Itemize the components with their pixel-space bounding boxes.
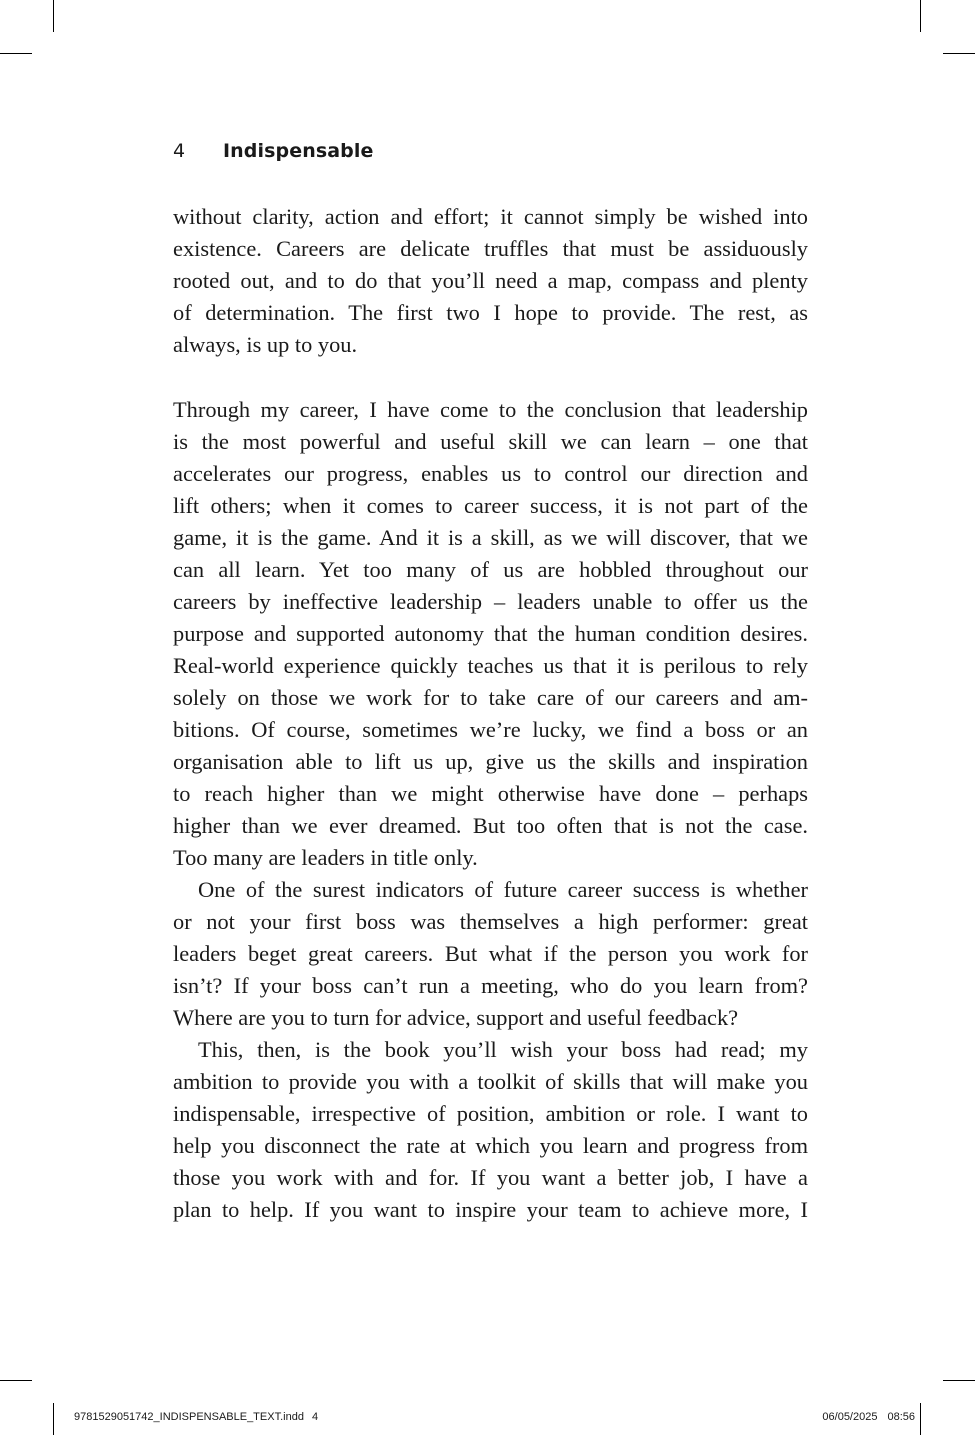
text-line: without clarity, action and effort; it cannot simply be wished into [173, 204, 808, 229]
slug-date: 06/05/2025 [822, 1411, 878, 1423]
text-line: One of the surest indicators of future career success is whether [198, 877, 808, 902]
slug-page: 4 [311, 1411, 319, 1423]
paragraph-2 [173, 394, 808, 874]
text-line: bitions. Of course, sometimes we’re lucky, we find a boss or an [173, 717, 808, 742]
text-line: careers by ineffective leadership – leaders unable to offer us the [173, 589, 808, 614]
text-line: solely on those we work for to take care of our careers and am- [173, 685, 808, 710]
text-line: or not your first boss was themselves a high performer: great [173, 909, 808, 934]
slug-timestamp [822, 1408, 915, 1426]
text-line: those you work with and for. If you want a better job, I have a [173, 1165, 808, 1190]
crop-mark-top-right-horizontal [943, 53, 975, 54]
text-line: organisation able to lift us up, give us the skills and inspiration [173, 749, 808, 774]
text-line: can all learn. Yet too many of us are hobbled throughout our [173, 557, 808, 582]
text-line: existence. Careers are delicate truffles that must be assiduously [173, 236, 808, 261]
crop-mark-top-right [920, 0, 921, 32]
crop-mark-bottom-right [920, 1403, 921, 1435]
crop-mark-top-left-horizontal [0, 53, 32, 54]
text-line: Too many are leaders in title only. [173, 845, 478, 870]
paragraph-1 [173, 201, 808, 361]
text-line: purpose and supported autonomy that the human condition desires. [173, 621, 808, 646]
crop-mark-top-left [53, 0, 54, 32]
text-line: indispensable, irrespective of position, ambition or role. I want to [173, 1101, 808, 1126]
text-line: game, it is the game. And it is a skill, as we will discover, that we [173, 525, 808, 550]
text-line: lift others; when it comes to career success, it is not part of the [173, 493, 808, 518]
slug-filename: 9781529051742_INDISPENSABLE_TEXT.indd [74, 1411, 304, 1423]
text-line: ambition to provide you with a toolkit of skills that will make you [173, 1069, 808, 1094]
text-line: Through my career, I have come to the conclusion that leadership [173, 397, 808, 422]
slug-file-info [74, 1408, 318, 1426]
text-line: always, is up to you. [173, 332, 358, 357]
text-line: isn’t? If your boss can’t run a meeting, who do you learn from? [173, 973, 808, 998]
running-head [173, 138, 373, 164]
text-line: plan to help. If you want to inspire your team to achieve more, I [173, 1197, 808, 1222]
text-line: help you disconnect the rate at which you learn and progress from [173, 1133, 808, 1158]
text-line: is the most powerful and useful skill we can learn – one that [173, 429, 808, 454]
text-line: of determination. The first two I hope to provide. The rest, as [173, 300, 808, 325]
text-line: to reach higher than we might otherwise have done – perhaps [173, 781, 808, 806]
text-line: Real-world experience quickly teaches us that it is perilous to rely [173, 653, 808, 678]
book-title: Indispensable [223, 140, 374, 162]
text-line: accelerates our progress, enables us to control our direction and [173, 461, 808, 486]
text-line: leaders beget great careers. But what if the person you work for [173, 941, 808, 966]
crop-mark-bottom-right-horizontal [943, 1380, 975, 1381]
text-line: rooted out, and to do that you’ll need a map, compass and plenty [173, 268, 808, 293]
paragraph-3 [173, 874, 808, 1034]
paragraph-4 [173, 1034, 808, 1226]
text-line: This, then, is the book you’ll wish your boss had read; my [198, 1037, 808, 1062]
text-line: higher than we ever dreamed. But too often that is not the case. [173, 813, 808, 838]
crop-mark-bottom-left-horizontal [0, 1380, 32, 1381]
text-line: Where are you to turn for advice, support and useful feedback? [173, 1005, 739, 1030]
slug-time: 08:56 [887, 1411, 915, 1423]
page-number: 4 [173, 140, 186, 162]
crop-mark-bottom-left [53, 1403, 54, 1435]
